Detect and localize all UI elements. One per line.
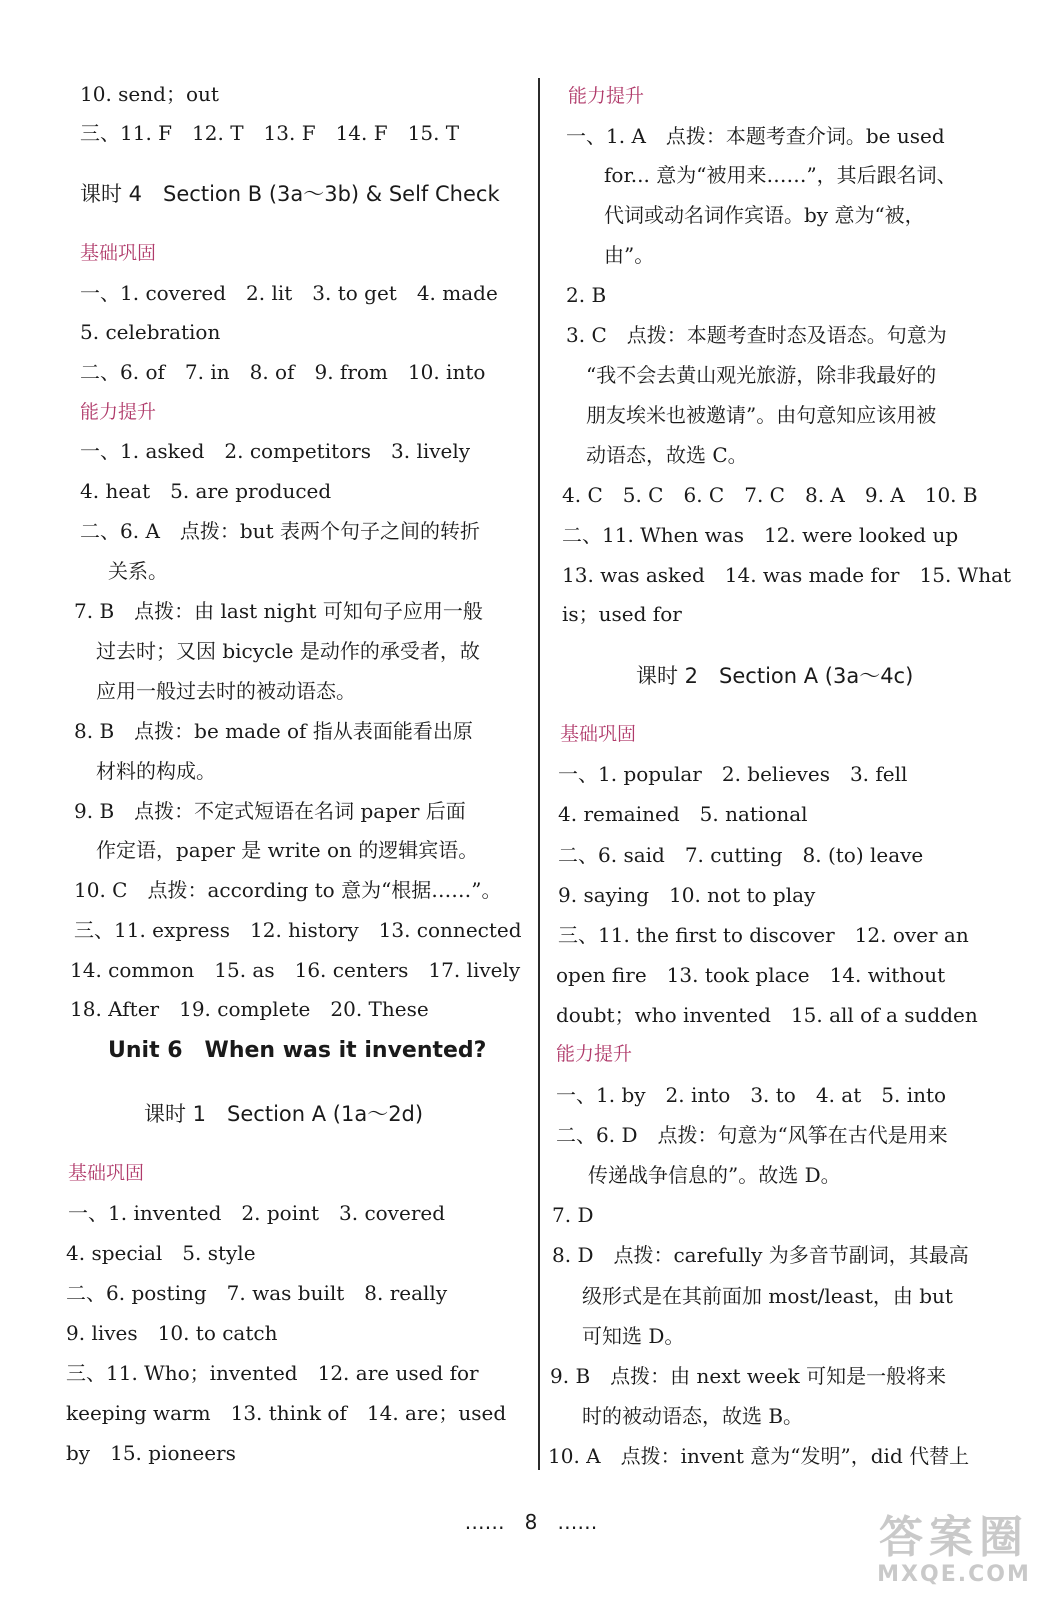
- answer-line: 7. D: [552, 1203, 594, 1227]
- answer-line: 材料的构成。: [96, 759, 216, 783]
- section-label: 能力提升: [556, 1043, 633, 1065]
- answer-line: 8. D 点拨：carefully 为多音节副词，其最高: [552, 1243, 969, 1267]
- answer-line: 一、1. popular 2. believes 3. fell: [558, 762, 908, 786]
- watermark-text: 答案圈: [879, 1512, 1029, 1563]
- answer-line: 8. B 点拨：be made of 指从表面能看出原: [74, 719, 473, 743]
- lesson-heading: 课时 1 Section A (1a～2d): [144, 1102, 424, 1126]
- answer-line: 14. common 15. as 16. centers 17. lively: [70, 958, 521, 982]
- answer-line: 二、6. of 7. in 8. of 9. from 10. into: [80, 360, 486, 384]
- answer-line: 4. remained 5. national: [558, 802, 808, 826]
- answer-line: 应用一般过去时的被动语态。: [96, 679, 356, 703]
- answer-line: 动语态，故选 C。: [586, 443, 748, 467]
- answer-line: by 15. pioneers: [66, 1441, 236, 1465]
- answer-line: 10. send；out: [80, 82, 219, 106]
- section-label: 能力提升: [80, 401, 157, 423]
- answer-line: is；used for: [562, 602, 682, 626]
- answer-line: 级形式是在其前面加 most/least，由 but: [582, 1284, 953, 1308]
- answer-line: 13. was asked 14. was made for 15. What: [562, 563, 1012, 587]
- answer-line: for... 意为“被用来……”，其后跟名词、: [604, 163, 957, 187]
- answer-line: 9. saying 10. not to play: [558, 883, 816, 907]
- answer-line: 一、1. invented 2. point 3. covered: [68, 1201, 446, 1225]
- answer-line: 三、11. express 12. history 13. connected: [74, 918, 522, 942]
- answer-line: “我不会去黄山观光旅游，除非我最好的: [586, 363, 937, 387]
- answer-line: 三、11. Who；invented 12. are used for: [66, 1361, 479, 1385]
- lesson-heading: 课时 2 Section A (3a～4c): [636, 664, 914, 688]
- answer-line: 4. heat 5. are produced: [80, 479, 332, 503]
- answer-line: 2. B: [566, 283, 607, 307]
- section-label: 基础巩固: [560, 723, 637, 745]
- answer-line: 4. C 5. C 6. C 7. C 8. A 9. A 10. B: [562, 483, 978, 507]
- section-label: 基础巩固: [80, 242, 157, 264]
- section-label: 基础巩固: [68, 1162, 145, 1184]
- unit-title: Unit 6 When was it invented?: [108, 1038, 487, 1063]
- answer-line: 二、6. D 点拨：句意为“风筝在古代是用来: [556, 1123, 948, 1147]
- answer-line: 可知选 D。: [582, 1324, 685, 1348]
- answer-line: 5. celebration: [80, 320, 221, 344]
- column-divider: [538, 78, 540, 1470]
- watermark-url: MXQE.COM: [877, 1562, 1031, 1587]
- answer-line: 三、11. F 12. T 13. F 14. F 15. T: [80, 121, 460, 145]
- answer-line: 9. lives 10. to catch: [66, 1321, 278, 1345]
- answer-line: 一、1. by 2. into 3. to 4. at 5. into: [556, 1083, 947, 1107]
- answer-line: 过去时；又因 bicycle 是动作的承受者，故: [96, 639, 480, 663]
- answer-line: 9. B 点拨：不定式短语在名词 paper 后面: [74, 799, 466, 823]
- answer-line: 关系。: [108, 559, 168, 583]
- section-label: 能力提升: [568, 85, 645, 107]
- answer-line: 3. C 点拨：本题考查时态及语态。句意为: [566, 323, 947, 347]
- answer-line: 4. special 5. style: [66, 1241, 256, 1265]
- answer-line: open fire 13. took place 14. without: [556, 963, 946, 987]
- answer-line: 18. After 19. complete 20. These: [70, 997, 429, 1021]
- answer-line: 传递战争信息的”。故选 D。: [588, 1163, 841, 1187]
- answer-line: 由”。: [604, 243, 655, 267]
- answer-line: 一、1. asked 2. competitors 3. lively: [80, 439, 471, 463]
- answer-line: 一、1. A 点拨：本题考查介词。be used: [566, 124, 945, 148]
- answer-line: 7. B 点拨：由 last night 可知句子应用一般: [74, 599, 483, 623]
- answer-line: 9. B 点拨：由 next week 可知是一般将来: [550, 1364, 947, 1388]
- answer-line: 作定语，paper 是 write on 的逻辑宾语。: [96, 838, 479, 862]
- answer-line: 一、1. covered 2. lit 3. to get 4. made: [80, 281, 498, 305]
- answer-line: 三、11. the first to discover 12. over an: [558, 923, 969, 947]
- answer-line: 二、6. A 点拨：but 表两个句子之间的转折: [80, 519, 480, 543]
- lesson-heading: 课时 4 Section B (3a～3b) & Self Check: [80, 182, 500, 206]
- answer-line: 二、6. posting 7. was built 8. really: [66, 1281, 448, 1305]
- answer-line: 朋友埃米也被邀请”。由句意知应该用被: [586, 403, 937, 427]
- page-number: …… 8 ……: [464, 1510, 598, 1534]
- answer-line: keeping warm 13. think of 14. are；used: [66, 1401, 507, 1425]
- answer-line: 代词或动名词作宾语。by 意为“被，: [604, 203, 925, 227]
- answer-line: 时的被动语态，故选 B。: [582, 1404, 804, 1428]
- watermark-logo: [854, 1514, 1054, 1594]
- answer-line: doubt；who invented 15. all of a sudden: [556, 1003, 978, 1027]
- answer-line: 二、11. When was 12. were looked up: [562, 523, 959, 547]
- answer-line: 10. A 点拨：invent 意为“发明”，did 代替上: [548, 1444, 970, 1468]
- answer-line: 10. C 点拨：according to 意为“根据……”。: [74, 878, 502, 902]
- answer-line: 二、6. said 7. cutting 8. (to) leave: [558, 843, 924, 867]
